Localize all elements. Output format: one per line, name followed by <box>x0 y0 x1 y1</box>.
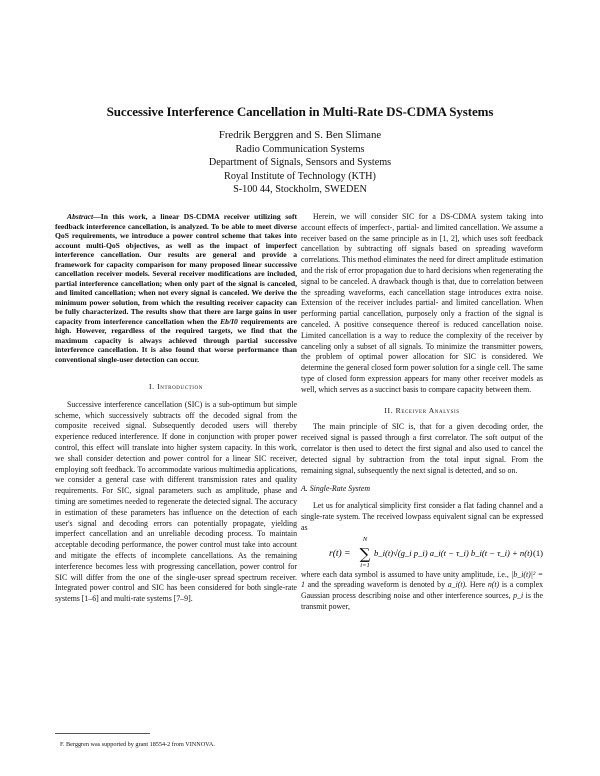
body-text: and the spreading waveform is denoted by <box>307 580 446 590</box>
abstract-ratio: Eb/I0 <box>220 316 238 326</box>
affiliation-line: Radio Communication Systems <box>235 144 365 156</box>
body-text: Here <box>469 580 486 590</box>
equation-number: (1) <box>532 547 543 558</box>
body-paragraph: The main principle of SIC is, that for a given decoding order, the received signal is passed through a first correlator. The soft output of the correlator is then used to detect the first signal and also used to cancel the detected signal by subtraction from the total input signal. From the remaining signal, subsequently the next signal is detected, and so on. <box>301 422 543 475</box>
paper-title: Successive Interference Cancellation in Multi-Rate DS-CDMA Systems <box>106 104 494 119</box>
sum-upper-limit: N <box>362 535 368 543</box>
abstract-text: In this work, a linear DS-CDMA receiver utilizing soft feedback interference cancellation, is analyzed. To be able to meet diverse QoS requirements, we introduce a power control scheme that takes into account multi-QoS objectives, as well as the impact of imperfect interference cancellation. Our results are general and provide a framework for capacity comparison for many proposed linear successive cancellation receiver models. Several receiver modifications are included, partial interference cancellation; when only part of the signal is canceled, and limited cancellation; when not every signal is canceled. We derive the minimum power solution, from which the resulting receiver capacity can be fully characterized. The results show that there are large gains in user capacity from interference cancellation when the <box>55 212 297 326</box>
subsection-heading: A. Single-Rate System <box>301 484 371 494</box>
equation-rhs: b_i(t)√(g_i p_i) a_i(t − τ_i) b_i(t − τ_i) + n(t) <box>374 547 533 558</box>
math-inline: a_i(t). <box>447 580 468 590</box>
math-inline: |b_i(t)|² = 1 <box>301 569 543 590</box>
body-text: where each data symbol is assumed to have unity amplitude, i.e., <box>301 569 509 579</box>
abstract-text-end: requirements are high. However, regardless of the required targets, we find that the maximum capacity is always achieved through partial successive interference cancellation. It is also found that worse performance than conventional single-user detection can occur. <box>55 316 297 364</box>
author-names: Fredrik Berggren and S. Ben Slimane <box>218 129 382 141</box>
footnote-rule <box>55 733 150 734</box>
intro-paragraph: Successive interference cancellation (SIC) is a sub-optimum but simple scheme, which successively subtracts off the decoded signal from the composite received signal. Subsequently decoded users will thereby experience reduced interference. If done in conjunction with proper power control, this effect will translate into higher system capacity. In this work, we shall consider detection and power control for a linear SIC receiver, employing soft feedback. To accommodate various multimedia applications, we consider a general case with different transmission rates and quality requirements. For SIC, signal parameters such as amplitude, phase and timing are sometimes needed to regenerate the detected signal. The accuracy in estimation of these parameters has influence on the detection of each user's signal and decoding errors can potentially propagate, yielding imperfect cancellation and an unreliable decoding process. To maintain acceptable decoding performance, the power control must take into account and mitigate the effects of incomplete cancellations. As the remaining interference becomes less with progressing cancellation, power control for SIC will differ from the one of the single-user spread spectrum receiver. Integrated power control and SIC has been considered for both single-rate systems [1–6] and multi-rate systems [7–9]. <box>55 399 297 604</box>
sum-lower-limit: i=1 <box>360 561 370 569</box>
left-column <box>55 212 297 605</box>
author-block <box>0 129 600 196</box>
section-title: Introduction <box>157 382 203 391</box>
section-heading-receiver-analysis <box>301 406 543 417</box>
body-text: is a complex Gaussian process describing noise and other interference sources, <box>301 580 544 601</box>
equation-1 <box>301 534 543 570</box>
body-paragraph: Herein, we will consider SIC for a DS-CDMA system taking into account effects of imperfect-, partial- and limited cancellation. We assume a receiver based on the same principle as in [1, 2], which uses soft feedback cancellation by subtracting off signals based on spreading waveform correlations. This method eliminates the need for direct amplitude estimation and the risk of error propagation due to hard decisions when regenerating the signal to be canceled. A drawback though is that, due to correlation between the spreading waveforms, each cancellation stage introduces extra noise. Extension of the receiver includes partial- and limited cancellation. When performing partial cancellation, purposely only a fraction of the signal is canceled. A positive consequence thereof is reduced cancellation noise. Limited cancellation is a way to reduce the complexity of the receiver by canceling only a subset of all signals. To minimize the transmitter powers, the problem of optimal power allocation for SIC is considered. We determine the general closed form power solution for a single cell. The same type of closed form expression appears for many other receiver models as well, which serves as a succinct basis to compare capacity between them. <box>301 212 543 394</box>
section-title: Receiver Analysis <box>395 405 460 415</box>
section-number: I. <box>149 382 155 391</box>
sum-symbol: ∑ <box>359 544 371 563</box>
section-heading-introduction <box>55 382 297 393</box>
abstract-label: Abstract <box>67 212 94 221</box>
footnote: F. Berggren was supported by grant 18554-2 from VINNOVA. <box>60 741 215 748</box>
math-inline: n(t) <box>487 580 500 590</box>
equation-svg <box>301 534 543 570</box>
affiliation-line: Department of Signals, Sensors and Systems <box>208 157 392 169</box>
body-paragraph: Let us for analytical simplicity first consider a flat fading channel and a single-rate system. The received lowpass equivalent signal can be expressed as <box>301 501 543 532</box>
body-text: is the transmit power, <box>301 591 543 611</box>
equation-lhs: r(t) = <box>329 548 351 559</box>
affiliation-line: Royal Institute of Technology (KTH) <box>224 170 376 182</box>
section-number: II. <box>384 405 394 415</box>
body-paragraph <box>301 570 543 613</box>
abstract: Abstract—In this work, a linear DS-CDMA receiver utilizing soft feedback interference cancellation, is analyzed. To be able to meet diverse QoS requirements, we introduce a power control scheme that takes into account multi-QoS objectives, as well as the impact of imperfect interference cancellation. Our results are general and provide a framework for capacity comparison for many proposed linear successive cancellation receiver models. Several receiver modifications are included, partial interference cancellation; when only part of the signal is canceled, and limited cancellation; when not every signal is canceled. We derive the minimum power solution, from which the resulting receiver capacity can be fully characterized. The results show that there are large gains in user capacity from interference cancellation when the Eb/I0 requirements are high. However, regardless of the required targets, we find that the maximum capacity is always achieved through partial successive interference cancellation. It is also found that worse performance than conventional single-user detection can occur. <box>55 212 297 364</box>
right-column <box>301 212 543 613</box>
math-inline: p_i <box>513 591 524 601</box>
affiliation-line: S-100 44, Stockholm, SWEDEN <box>233 183 367 195</box>
